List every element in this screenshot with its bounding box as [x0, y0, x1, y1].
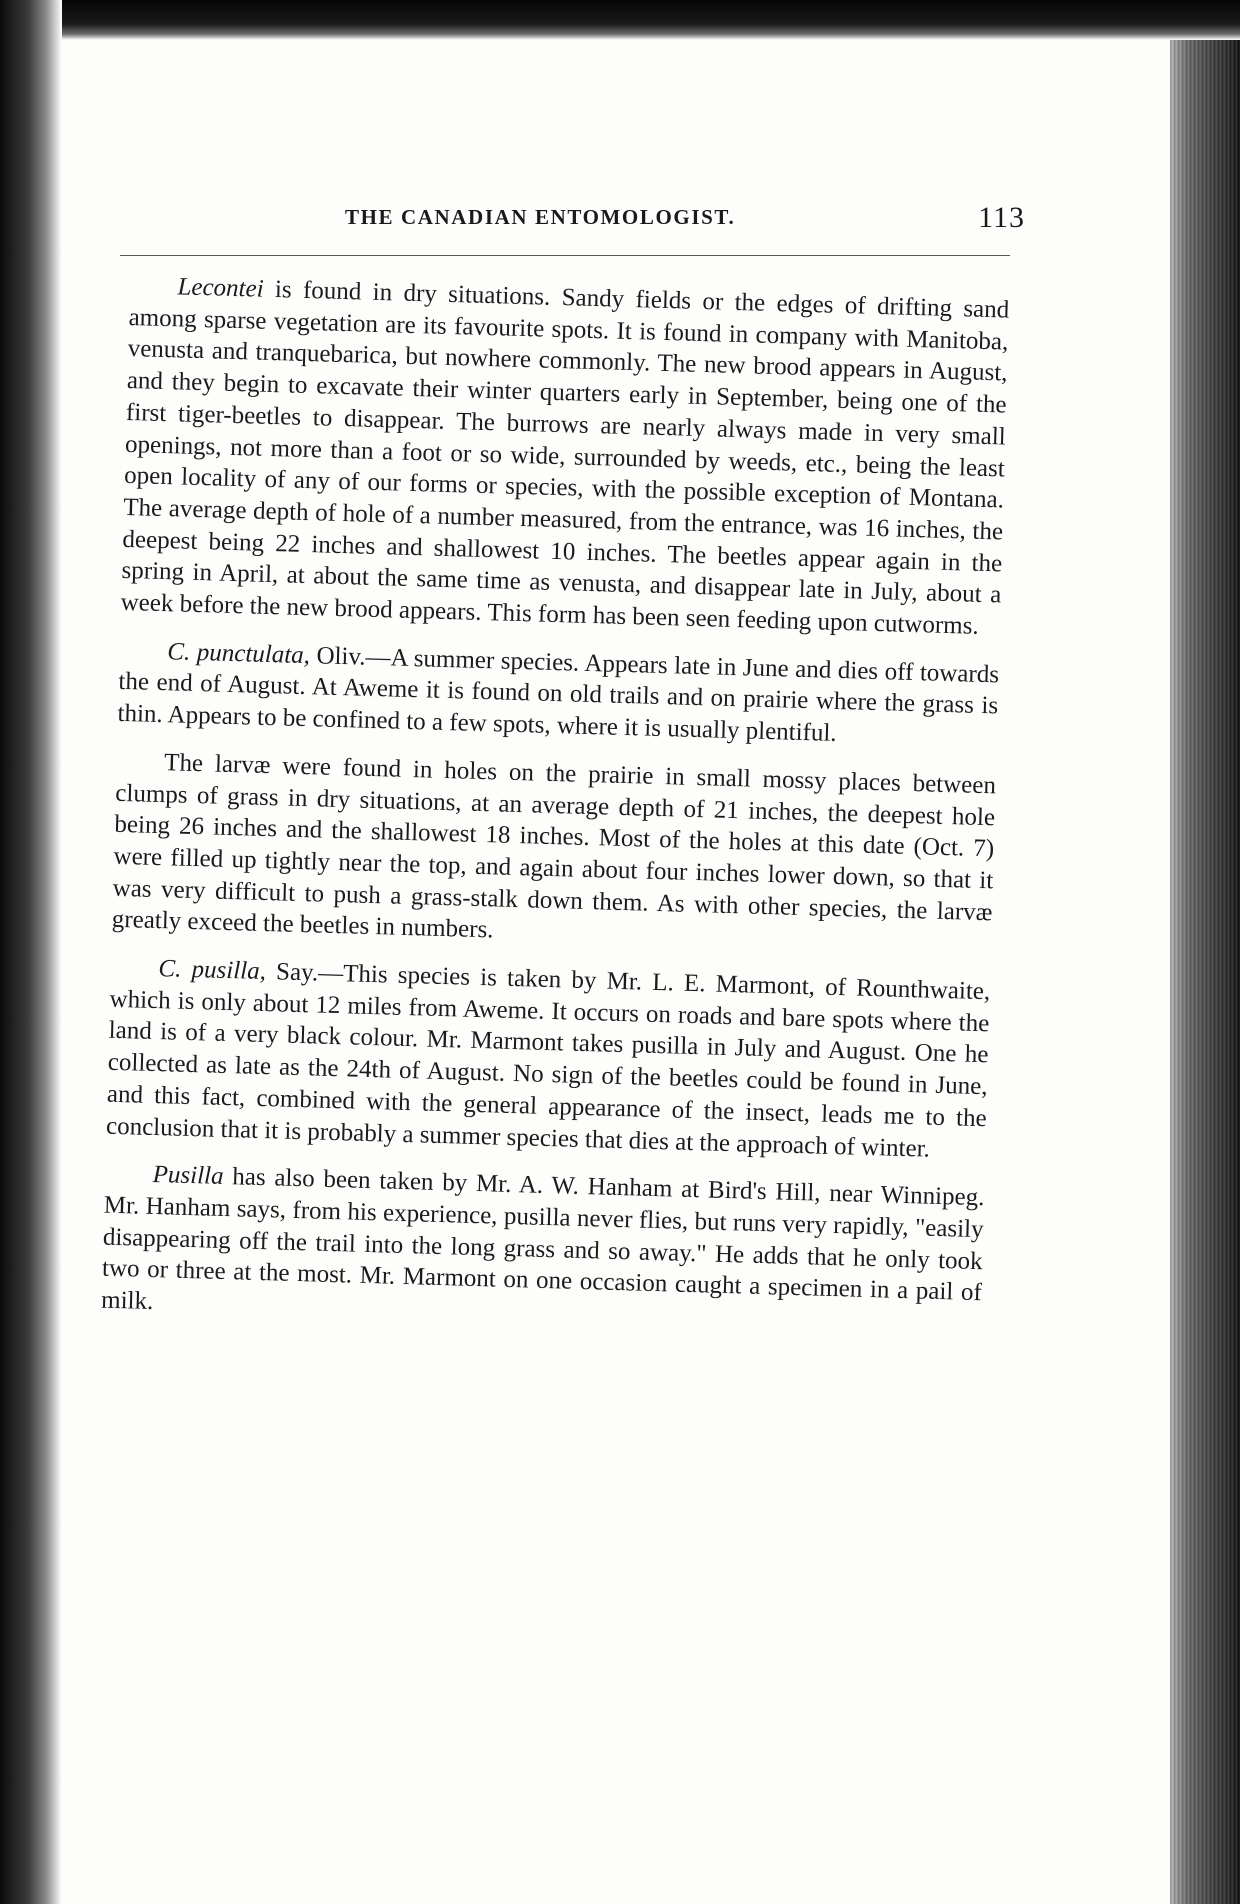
- paragraph: [101, 1158, 985, 1341]
- paragraph-text: The larvæ were found in holes on the prairie in small mossy places between clumps of grass in dry situations, at an average depth of 21 inches, the deepest hole being 26 inches and the shallowest 18 inches. Most of the holes at this date (Oct. 7) were filled up tightly near the top, and again about four inches lower down, so that it was very difficult to push a grass-stalk down them. As with other species, the larvæ greatly exceed the beetles in numbers.: [111, 748, 997, 944]
- paragraph-text: Say.—This species is taken by Mr. L. E. Marmont, of Rounthwaite, which is only about 12 miles from Aweme. It occurs on roads and bare spots where the land is of a very black colour. Mr. Marmont takes pusilla in July and August. One he collected as late as the 24th of August. No sign of the beetles could be found in June, and this fact, combined with the general appearance of the insect, leads me to the conclusion that it is probably a summer species that dies at the approach of winter.: [105, 958, 991, 1163]
- header-rule: [120, 255, 1010, 256]
- running-header: [285, 201, 1025, 245]
- paragraph: [106, 952, 991, 1167]
- page-number: 113: [978, 201, 1025, 234]
- paragraph-text: Oliv.—A summer species. Appears late in June and dies off towards the end of August. At Aweme it is found on old trails and on prairie where the grass is thin. Appears to be confined to a few spots, where it is usually plentiful.: [117, 641, 1000, 748]
- scan-top-border: [0, 0, 1240, 40]
- paragraph-text: is found in dry situations. Sandy fields or the edges of drifting sand among sparse vegetation are its favourite spots. It is found in company with Manitoba, venusta and tranquebarica, but nowhere commonly. The new brood appears in August, and they begin to excavate their winter quarters early in September, being one of the first tiger-beetles to disappear. The burrows are nearly always made in very small openings, not more than a foot or so wide, surrounded by weeds, etc., being the least open locality of any of our forms or species, with the possible exception of Montana. The average depth of hole of a number measured, from the entrance, was 16 inches, the deepest being 22 inches and shallowest 10 inches. The beetles appear again in the spring in April, at about the same time as venusta, and disappear late in July, about a week before the new brood appears. This form has been seen feeding upon cutworms.: [120, 275, 1010, 640]
- paragraph-lead: Pusilla: [152, 1161, 224, 1191]
- article-body: [100, 270, 1009, 1357]
- running-title: THE CANADIAN ENTOMOLOGIST.: [345, 205, 736, 229]
- paragraph-lead: C. punctulata,: [166, 637, 311, 669]
- paragraph-text: has also been taken by Mr. A. W. Hanham at Bird's Hill, near Winnipeg. Mr. Hanham says, from his experience, pusilla never flies, but runs very rapidly, "easily disappearing off the trail into the long grass and so away." He adds that he only took two or three at the most. Mr. Marmont on one occasion caught a specimen in a pail of milk.: [100, 1163, 985, 1316]
- book-page-edges: [1170, 40, 1240, 1904]
- scan-left-border: [0, 0, 62, 1904]
- paragraph-lead: Lecontei: [177, 273, 264, 303]
- paragraph: [111, 746, 996, 961]
- paragraph: [120, 270, 1009, 643]
- paragraph: [117, 635, 999, 755]
- paragraph-lead: C. pusilla,: [158, 955, 267, 986]
